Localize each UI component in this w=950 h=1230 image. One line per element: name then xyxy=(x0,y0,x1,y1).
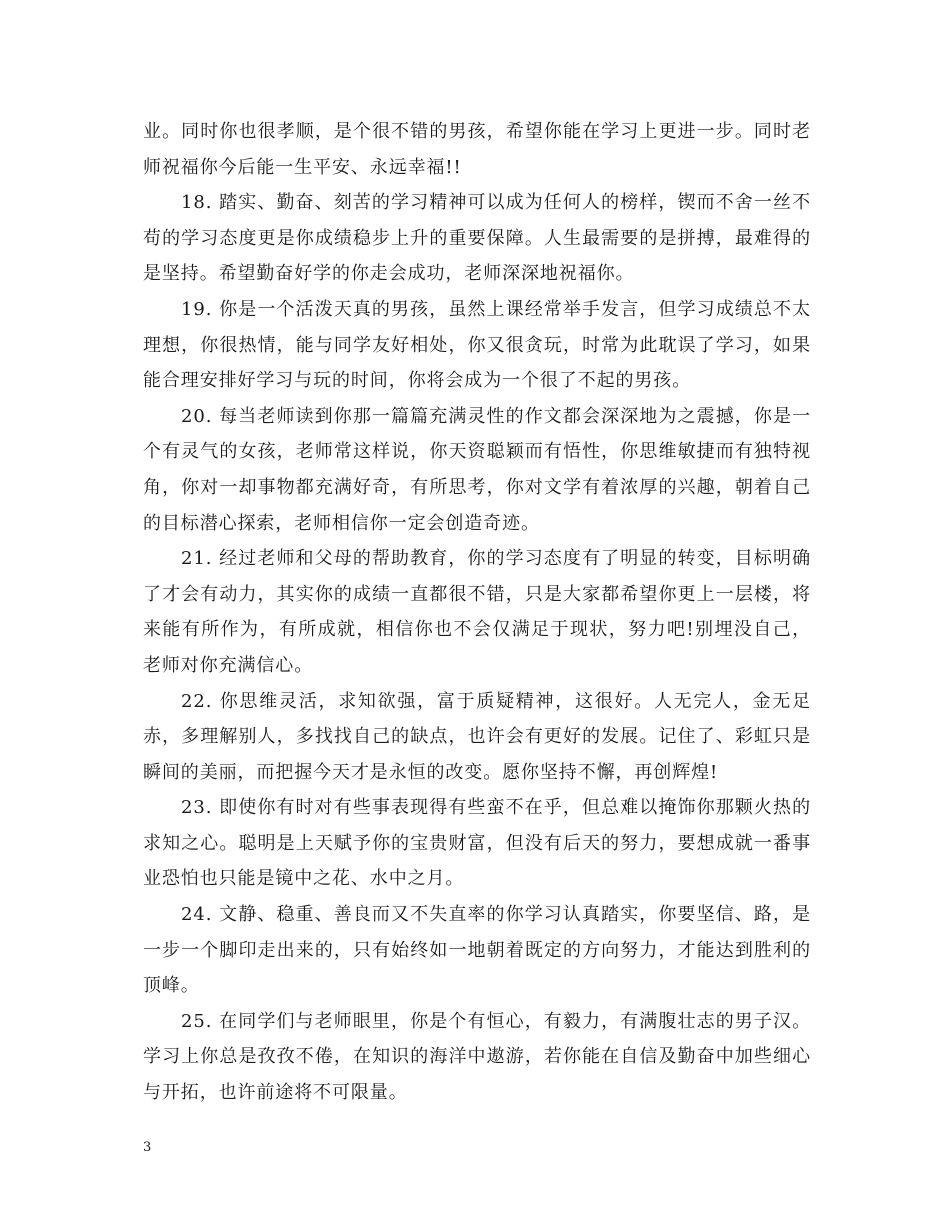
paragraph-item-24: 24. 文静、稳重、善良而又不失直率的你学习认真踏实，你要坚信、路，是一步一个脚印走出来的，只有始终如一地朝着既定的方向努力，才能达到胜利的顶峰。 xyxy=(143,904,811,997)
paragraph-item-23: 23. 即使你有时对有些事表现得有些蛮不在乎，但总难以掩饰你那颗火热的求知之心。聪明是上天赋予你的宝贵财富，但没有后天的努力，要想成就一番事业恐怕也只能是镜中之花、水中之月。 xyxy=(143,797,811,890)
paragraph-item-20: 20. 每当老师读到你那一篇篇充满灵性的作文都会深深地为之震撼，你是一个有灵气的女孩，老师常这样说，你天资聪颖而有悟性，你思维敏捷而有独特视角，你对一却事物都充满好奇，有所思考，你对文学有着浓厚的兴趣，朝着自己的目标潜心探索，老师相信你一定会创造奇迹。 xyxy=(143,405,811,534)
paragraph-item-21: 21. 经过老师和父母的帮助教育，你的学习态度有了明显的转变，目标明确了才会有动力，其实你的成绩一直都很不错，只是大家都希望你更上一层楼，将来能有所作为，有所成就，相信你也不会仅满足于现状，努力吧!别埋没自己，老师对你充满信心。 xyxy=(143,548,811,676)
paragraph-item-18: 18. 踏实、勤奋、刻苦的学习精神可以成为任何人的榜样，锲而不舍一丝不苟的学习态度更是你成绩稳步上升的重要保障。人生最需要的是拼搏，最难得的是坚持。希望勤奋好学的你走会成功，老师深深地祝福你。 xyxy=(143,192,811,285)
document-body xyxy=(143,114,811,1111)
paragraph-item-25: 25. 在同学们与老师眼里，你是个有恒心，有毅力，有满腹壮志的男子汉。学习上你总是孜孜不倦，在知识的海洋中遨游，若你能在自信及勤奋中加些细心与开拓，也许前途将不可限量。 xyxy=(143,1010,811,1104)
paragraph-item-19: 19. 你是一个活泼天真的男孩，虽然上课经常举手发言，但学习成绩总不太理想，你很热情，能与同学友好相处，你又很贪玩，时常为此耽误了学习，如果能合理安排好学习与玩的时间，你将会成为一个很了不起的男孩。 xyxy=(143,298,811,392)
paragraph-continuation: 业。同时你也很孝顺，是个很不错的男孩，希望你能在学习上更进一步。同时老师祝福你今后能一生平安、永远幸福!! xyxy=(143,121,811,178)
page-number: 3 xyxy=(143,1140,152,1155)
paragraph-item-22: 22. 你思维灵活，求知欲强，富于质疑精神，这很好。人无完人，金无足赤，多理解别人，多找找自己的缺点，也许会有更好的发展。记住了、彩虹只是瞬间的美丽，而把握今天才是永恒的改变。愿你坚持不懈，再创辉煌! xyxy=(143,690,811,783)
